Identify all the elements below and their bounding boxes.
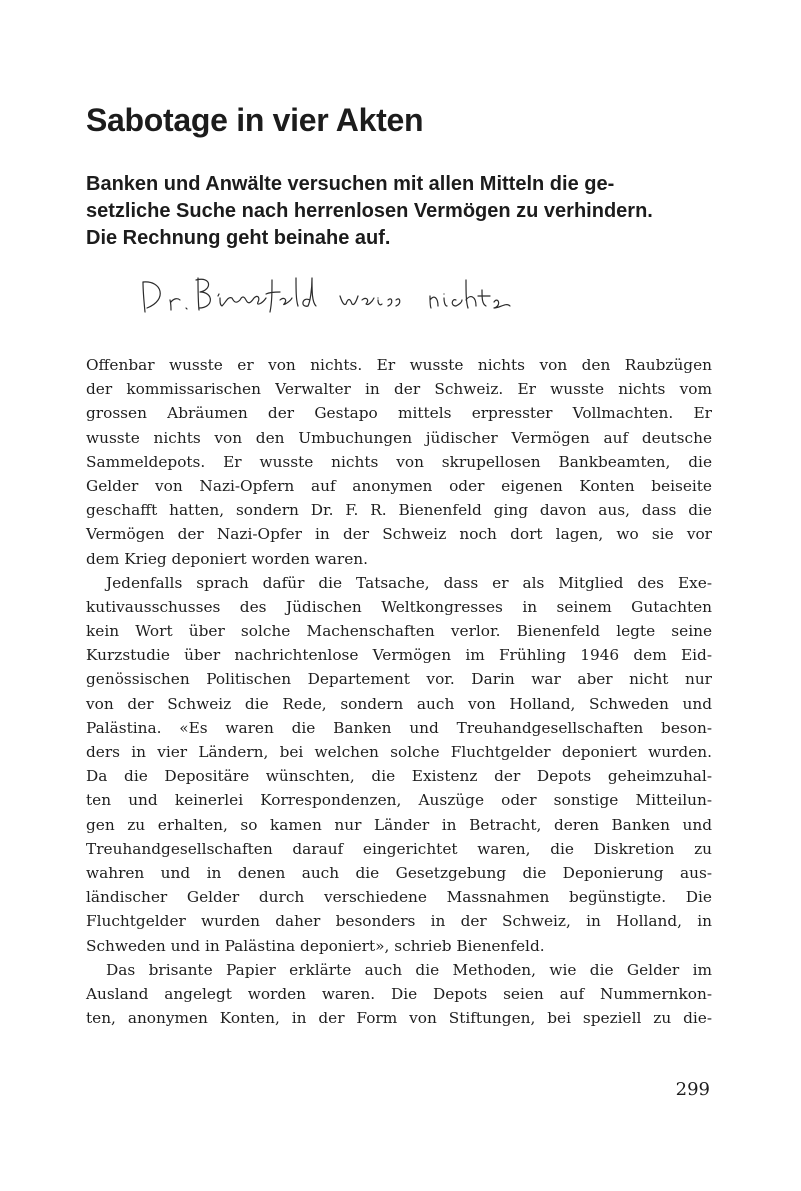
text-line: dem Krieg deponiert worden waren. [86,549,368,568]
text-line: genössischen Politischen Departement vor. Darin war aber nicht nur [86,670,712,689]
text-line: Vermögen der Nazi-Opfer in der Schweiz noch dort lagen, wo sie vor [86,525,712,544]
text-line: ders in vier Ländern, bei welchen solche Fluchtgelder deponiert wurden. [86,743,712,761]
text-line: von der Schweiz die Rede, sondern auch von Holland, Schweden und [86,694,712,713]
text-line: ten und keinerlei Korrespondenzen, Auszüge oder sonstige Mitteilun- [86,791,712,810]
text-line: Das brisante Papier erklärte auch die Methoden, wie die Gelder im [106,960,712,979]
text-line: Sammeldepots. Er wusste nichts von skrupellosen Bankbeamten, die [86,452,712,471]
text-line: Ausland angelegt worden waren. Die Depots seien auf Nummernkon- [86,984,712,1003]
text-line: ländischer Gelder durch verschiedene Massnahmen begünstigte. Die [86,888,712,907]
text-line: der kommissarischen Verwalter in der Schweiz. Er wusste nichts vom [86,380,712,399]
text-line: Treuhandgesellschaften darauf eingerichtet waren, die Diskretion zu [86,839,712,858]
text-line: ten, anonymen Konten, in der Form von Stiftungen, bei speziell zu die- [86,1009,712,1028]
text-line: Fluchtgelder wurden daher besonders in der Schweiz, in Holland, in [86,912,712,931]
text-line: wahren und in denen auch die Gesetzgebung die Deponierung aus- [86,863,712,882]
text-line: grossen Abräumen der Gestapo mittels erpresster Vollmachten. Er [86,404,712,423]
chapter-lead [86,171,726,252]
text-line: geschafft hatten, sondern Dr. F. R. Bienenfeld ging davon aus, dass die [86,501,712,520]
text-line: Da die Depositäre wünschten, die Existenz der Depots geheimzuhal- [86,767,712,786]
page-number: 299 [675,1079,710,1100]
text-line: Offenbar wusste er von nichts. Er wusste nichts von den Raubzügen [86,356,712,374]
lead-line: Banken und Anwälte versuchen mit allen Mitteln die ge- [86,173,615,195]
text-line: Jedenfalls sprach dafür die Tatsache, dass er als Mitglied des Exe- [106,573,712,592]
text-line: kutivausschusses des Jüdischen Weltkongresses in seinem Gutachten [86,597,712,616]
text-line: Palästina. «Es waren die Banken und Treuhandgesellschaften beson- [86,718,712,737]
text-line: wusste nichts von den Umbuchungen jüdischer Vermögen auf deutsche [86,428,712,447]
text-line: Schweden und in Palästina deponiert», schrieb Bienenfeld. [86,936,545,955]
text-line: Kurzstudie über nachrichtenlose Vermögen im Frühling 1946 dem Eid- [86,646,712,665]
lead-line: Die Rechnung geht beinahe auf. [86,227,391,249]
text-line: gen zu erhalten, so kamen nur Länder in Betracht, deren Banken und [86,815,712,834]
handwritten-annotation [140,272,540,320]
body-text [86,353,712,1030]
lead-line: setzliche Suche nach herrenlosen Vermögen zu verhindern. [86,200,653,222]
text-line: Gelder von Nazi-Opfern auf anonymen oder eigenen Konten beiseite [86,476,712,495]
text-line: kein Wort über solche Machenschaften verlor. Bienenfeld legte seine [86,622,712,641]
chapter-title: Sabotage in vier Akten [86,102,424,138]
